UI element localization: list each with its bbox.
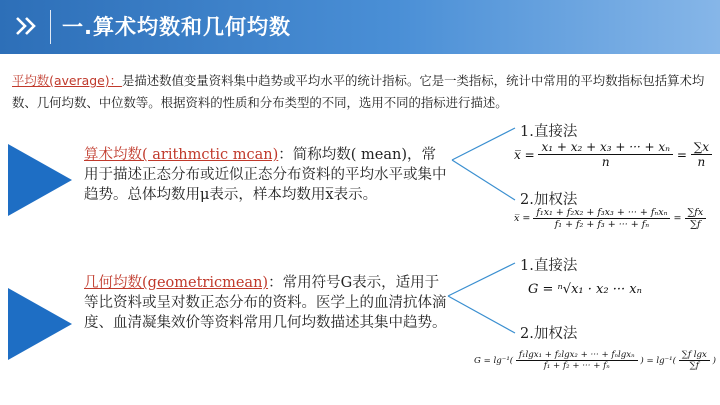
arith-method-weighted: 2.加权法 <box>520 192 578 208</box>
connector-line <box>448 296 515 333</box>
arith-weighted-formula: x̅ = $\frac{\text{f₁x₁ + f₂x₂ + f₃x₃ + ··· + fₙxₙ}}{\text{f₁ + f₂ + f₃ + ··· + fₙ}}$ = $\frac{\sum fx}{\sum f}$ <box>514 207 706 230</box>
intro-term: 平均数(average)： <box>12 73 122 88</box>
connector-line <box>448 263 515 296</box>
geometric-mean-term: 几何均数(geometricmean) <box>84 275 269 291</box>
page-title: 一.算术均数和几何均数 <box>62 15 291 39</box>
connector-line <box>452 128 515 160</box>
geo-method-direct: 1.直接法 <box>520 258 578 274</box>
geo-method-weighted: 2.加权法 <box>520 326 578 342</box>
arithmetic-mean-text: ：简称均数( mean)，常用于描述正态分布或近似正态分布资料的平均水平或集中趋势。总体均数用μ表示，样本均数用x̅表示。 <box>84 147 447 203</box>
geometric-mean-text: ：常用符号G表示，适用于等比资料或呈对数正态分布的资料。医学上的血清抗体滴度、血清凝集效价等资料常用几何均数描述其集中趋势。 <box>84 275 447 331</box>
arith-direct-formula: x̅ = $\frac{\text{x₁ + x₂ + x₃ + ··· + xₙ}}{n}$ = $\frac{\sum x}{n}$ <box>514 140 712 169</box>
geo-direct-formula: G = ⁿ√x₁ · x₂ ··· xₙ <box>528 282 642 297</box>
geo-weighted-formula: G = lg⁻¹( $\frac{\text{f₁lgx₁ + f₂lgx₂ + ··· + fₙlgxₙ}}{\text{f₁ + f₂ + ··· + fₙ}}$ ) = lg⁻¹( $\frac{\text{∑f lgx}}{\sum f}$ ) <box>474 350 716 371</box>
arithmetic-mean-term: 算术均数( arithmctic mcan) <box>84 147 279 163</box>
arith-method-direct: 1.直接法 <box>520 124 578 140</box>
intro-text: 是描述数值变量资料集中趋势或平均水平的统计指标。它是一类指标，统计中常用的平均数指标包括算术均数、几何均数、中位数等。根据资料的性质和分布类型的不同，选用不同的指标进行描述。 <box>12 73 705 110</box>
connector-line <box>452 160 515 200</box>
